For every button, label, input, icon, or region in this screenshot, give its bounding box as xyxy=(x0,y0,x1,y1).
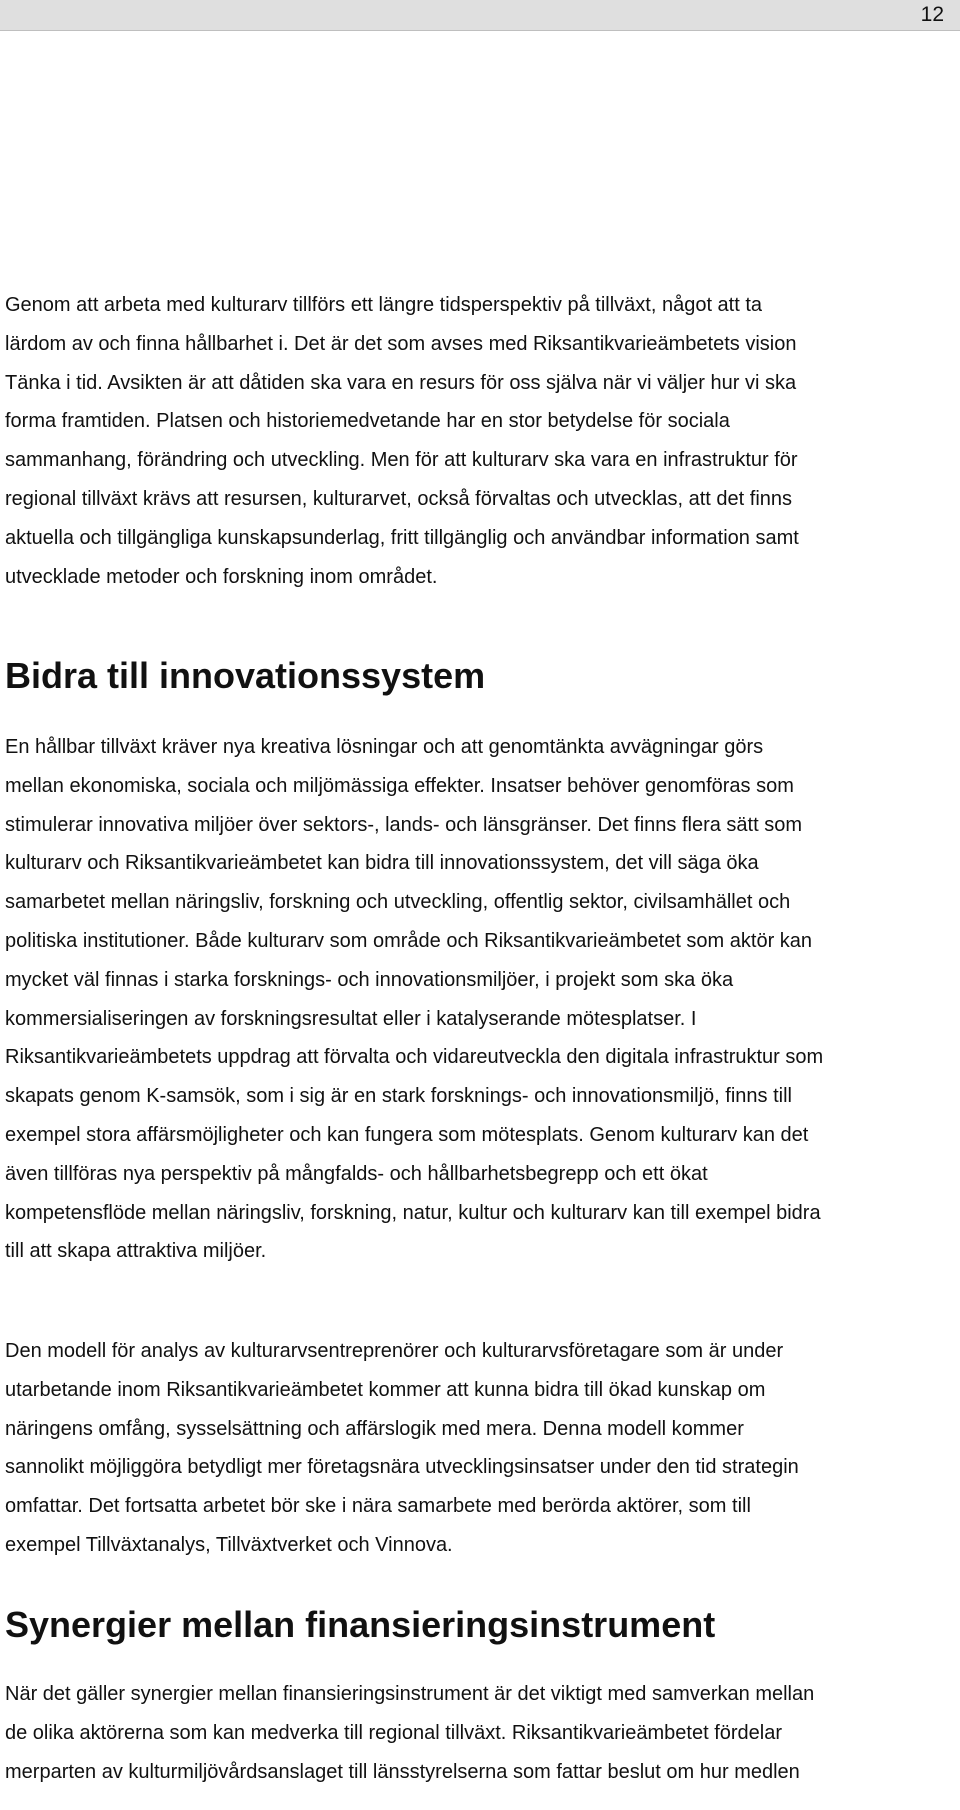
paragraph-modell-for-analys: Den modell för analys av kulturarvsentreprenörer och kulturarvsföretagare som är under utarbetande inom Riksantikvarieämbetet kommer att kunna bidra till ökad kunskap om näringens omfång, sysselsättning och affärslogik med mera. Denna modell kommer sannolikt möjliggöra betydligt mer företagsnära utvecklingsinsatser under den tid strategin omfattar. Det fortsatta arbetet bör ske i nära samarbete med berörda aktörer, som till exempel Tillväxtanalys, Tillväxtverket och Vinnova. xyxy=(5,1340,799,1556)
paragraph-synergier: När det gäller synergier mellan finansieringsinstrument är det viktigt med samverkan mellan de olika aktörerna som kan medverka till regional tillväxt. Riksantikvarieämbetet fördelar merparten av kulturmiljövårdsanslaget till länsstyrelserna som fattar beslut om hur medlen xyxy=(5,1683,815,1783)
page-number: 12 xyxy=(920,3,944,26)
paragraph-hallbar-tillvaxt: En hållbar tillväxt kräver nya kreativa lösningar och att genomtänkta avvägningar görs mellan ekonomiska, sociala och miljömässiga effekter. Insatser behöver genomföras som stimulerar innovativa miljöer över sektors-, lands- och länsgränser. Det finns flera sätt som kulturarv och Riksantikvarieämbetet kan bidra till innovationssystem, det vill säga öka samarbetet mellan näringsliv, forskning och utveckling, offentlig sektor, civilsamhället och politiska institutioner. Både kulturarv som område och Riksantikvarieämbetet som aktör kan mycket väl finnas i starka forsknings- och innovationsmiljöer, i projekt som ska öka kommersialiseringen av forskningsresultat eller i katalyserande mötesplatser. I Riksantikvarieämbetets uppdrag att förvalta och vidareutveckla den digitala infrastruktur som skapats genom K-samsök, som i sig är en stark forsknings- och innovationsmiljö, finns till exempel stora affärsmöjligheter och kan fungera som mötesplats. Genom kulturarv kan det även tillföras nya perspektiv på mångfalds- och hållbarhetsbegrepp och ett ökat kompetensflöde mellan näringsliv, forskning, natur, kultur och kulturarv kan till exempel bidra till att skapa attraktiva miljöer. xyxy=(5,736,824,1263)
heading-bidra-till-innovationssystem: Bidra till innovationssystem xyxy=(5,655,486,696)
page-header xyxy=(0,0,960,31)
heading-synergier-finansieringsinstrument: Synergier mellan finansieringsinstrument xyxy=(5,1604,716,1645)
paragraph-kulturarv-tidsperspektiv: Genom att arbeta med kulturarv tillförs ett längre tidsperspektiv på tillväxt, något att ta lärdom av och finna hållbarhet i. Det är det som avses med Riksantikvarieämbetets vision Tänka i tid. Avsikten är att dåtiden ska vara en resurs för oss själva när vi väljer hur vi ska forma framtiden. Platsen och historiemedvetande har en stor betydelse för sociala sammanhang, förändring och utveckling. Men för att kulturarv ska vara en infrastruktur för regional tillväxt krävs att resursen, kulturarvet, också förvaltas och utvecklas, att det finns aktuella och tillgängliga kunskapsunderlag, fritt tillgänglig och användbar information samt utvecklade metoder och forskning inom området. xyxy=(5,294,799,588)
